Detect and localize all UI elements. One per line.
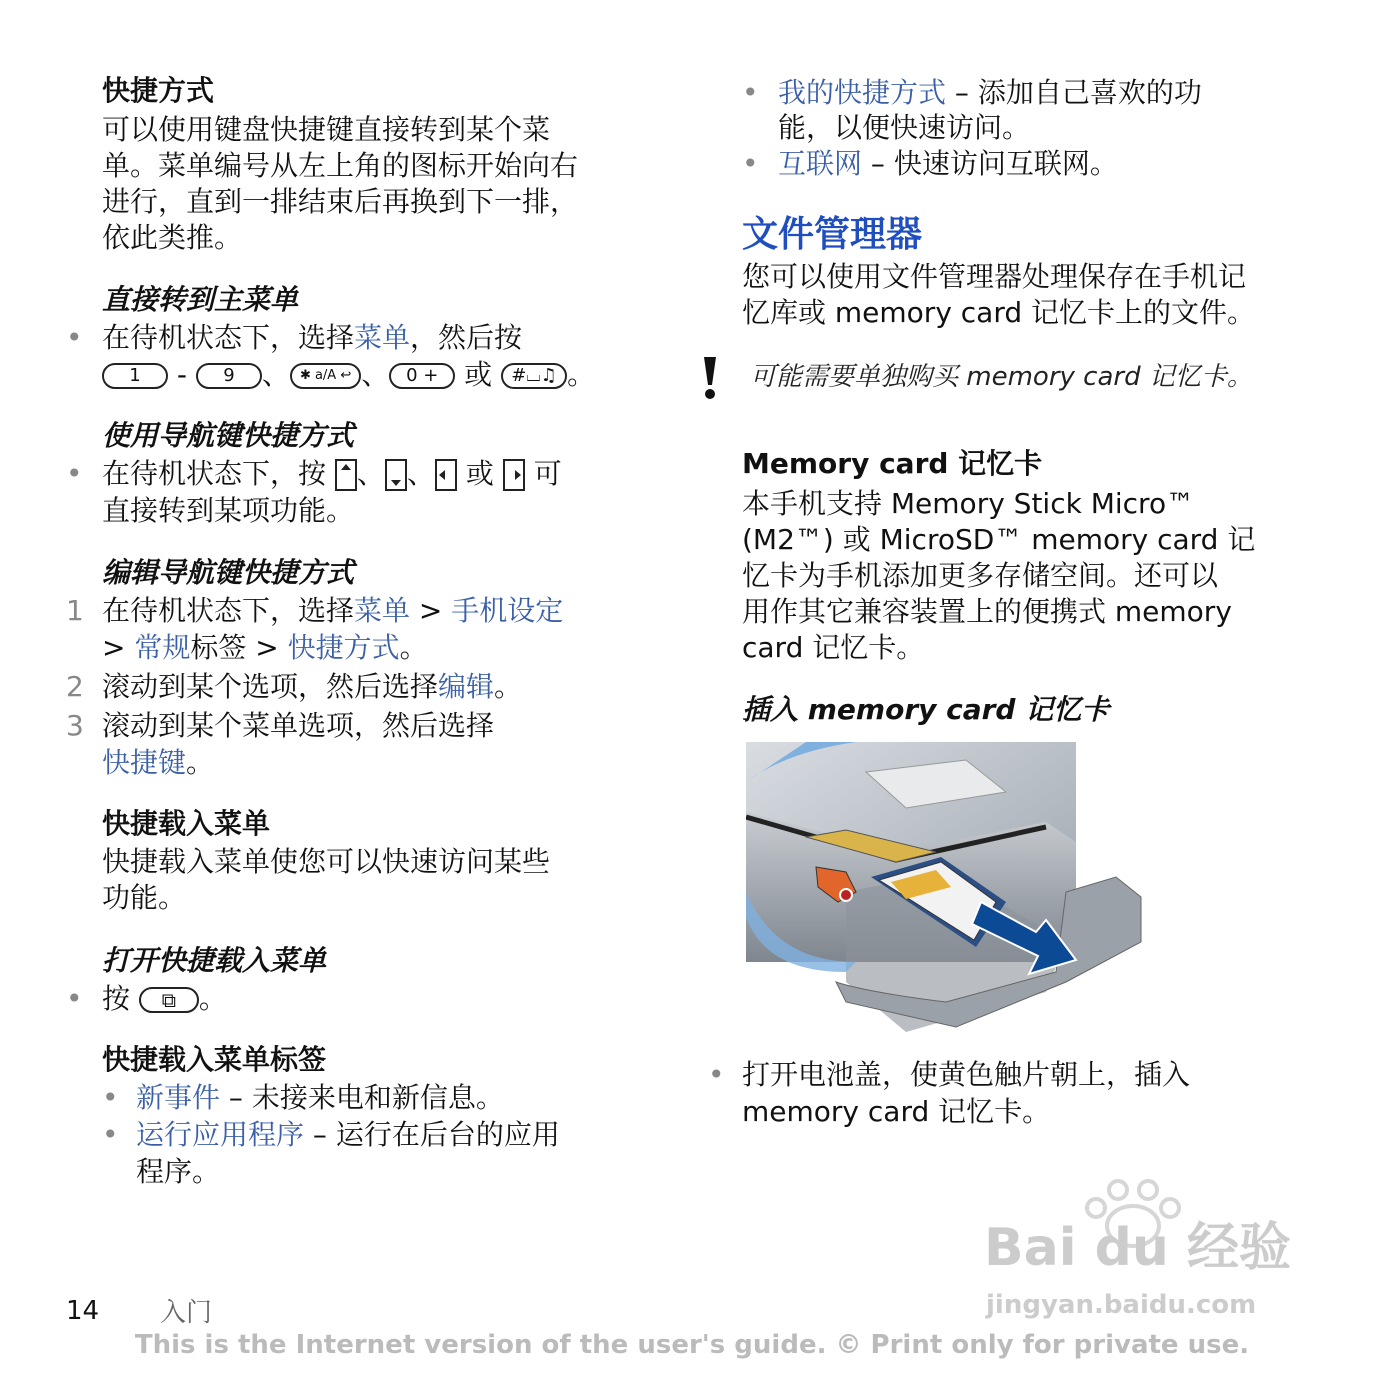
nav-shortcuts-line2: 直接转到某项功能。	[102, 494, 355, 527]
menu-link[interactable]: 菜单	[354, 594, 411, 627]
exclamation-icon	[702, 355, 718, 401]
phone-settings-link[interactable]: 手机设定	[451, 594, 564, 627]
edit-nav-step-2: 滚动到某个选项，然后选择编辑。	[102, 670, 523, 703]
quick-tab-running-apps: 运行应用程序 – 运行在后台的应用	[136, 1118, 560, 1151]
memory-card-insert-illustration	[746, 742, 1146, 1032]
bullet: •	[742, 76, 759, 109]
bullet: •	[708, 1058, 725, 1091]
menu-link[interactable]: 菜单	[354, 321, 411, 354]
general-link[interactable]: 常规	[134, 631, 191, 664]
memory-card-heading: Memory card 记忆卡	[742, 447, 1043, 480]
goto-main-step: 在待机状态下，选择菜单，然后按	[102, 321, 523, 354]
quick-menu-heading: 快捷载入菜单	[102, 807, 271, 840]
key-hash-icon: #⌴♫	[501, 363, 567, 389]
internet-link[interactable]: 互联网	[778, 147, 863, 180]
bullet: •	[66, 457, 83, 490]
insert-step-line2: memory card 记忆卡。	[742, 1095, 1051, 1128]
nav-down-icon	[385, 459, 407, 491]
section-name: 入门	[160, 1298, 213, 1328]
bullet: •	[66, 982, 83, 1015]
step-number: 3	[66, 709, 84, 742]
my-shortcuts-item: 我的快捷方式 – 添加自己喜欢的功	[778, 76, 1202, 109]
bullet: •	[66, 321, 83, 354]
key-1-icon: 1	[102, 363, 168, 389]
key-9-icon: 9	[196, 363, 262, 389]
running-apps-link[interactable]: 运行应用程序	[136, 1118, 305, 1151]
activity-key-icon: ⧉	[139, 987, 199, 1013]
disclaimer: This is the Internet version of the user's guide. © Print only for private use.	[134, 1330, 1250, 1360]
goto-main-heading: 直接转到主菜单	[102, 283, 299, 316]
step-number: 2	[66, 670, 84, 703]
shortcuts-link[interactable]: 快捷方式	[287, 631, 400, 664]
quick-menu-body: 快捷载入菜单使您可以快速访问某些 功能。	[102, 845, 551, 914]
baidu-watermark	[978, 1178, 1318, 1328]
bullet: •	[742, 147, 759, 180]
new-events-link[interactable]: 新事件	[136, 1081, 221, 1114]
insert-heading: 插入 memory card 记忆卡	[742, 693, 1110, 726]
my-shortcuts-link[interactable]: 我的快捷方式	[778, 76, 947, 109]
key-star-icon: ✱ a/A ↩	[290, 363, 361, 389]
open-quick-heading: 打开快捷载入菜单	[102, 944, 327, 977]
nav-right-icon	[503, 459, 525, 491]
watermark-url: jingyan.baidu.com	[986, 1290, 1257, 1320]
quick-tab-running-apps-line2: 程序。	[136, 1155, 221, 1188]
memory-card-body: 本手机支持 Memory Stick Micro™ (M2™) 或 MicroSD™ memory card 记 忆卡为手机添加更多存储空间。还可以 用作其它兼容装置上的便携式 memory card 记忆卡。	[742, 487, 1256, 664]
quick-tabs-heading: 快捷载入菜单标签	[102, 1043, 327, 1076]
file-manager-body: 您可以使用文件管理器处理保存在手机记 忆库或 memory card 记忆卡上的文件。	[742, 260, 1256, 329]
memory-card-note: 可能需要单独购买 memory card 记忆卡。	[750, 362, 1253, 392]
insert-step: 打开电池盖，使黄色触片朝上，插入	[742, 1058, 1191, 1091]
bullet: •	[102, 1118, 119, 1151]
goto-main-keys: 1 - 9 、 ✱ a/A ↩ 、 0 + 或 #⌴♫ 。	[102, 357, 595, 393]
nav-shortcuts-step: 在待机状态下，按 、 、 或 可	[102, 457, 562, 490]
edit-nav-step-3-line2: 快捷键。	[102, 746, 215, 779]
shortcuts-heading: 快捷方式	[102, 74, 215, 107]
edit-link[interactable]: 编辑	[438, 670, 495, 703]
key-0-icon: 0 +	[389, 363, 455, 389]
internet-item: 互联网 – 快速访问互联网。	[778, 147, 1118, 180]
edit-nav-step-3: 滚动到某个菜单选项，然后选择	[102, 709, 495, 742]
quick-tab-new-events: 新事件 – 未接来电和新信息。	[136, 1081, 504, 1114]
edit-nav-heading: 编辑导航键快捷方式	[102, 556, 355, 589]
file-manager-title: 文件管理器	[742, 214, 923, 255]
page-number: 14	[66, 1296, 100, 1326]
open-quick-step: 按 ⧉ 。	[102, 982, 227, 1015]
my-shortcuts-line2: 能，以便快速访问。	[778, 111, 1031, 144]
shortcuts-body: 可以使用键盘快捷键直接转到某个菜 单。菜单编号从左上角的图标开始向右 进行，直到一排结束后再换到下一排， 依此类推。	[102, 113, 579, 254]
nav-left-icon	[435, 459, 457, 491]
watermark-brand: Bai du 经验	[984, 1218, 1291, 1278]
edit-nav-step-1-line2: > 常规标签 > 快捷方式。	[102, 631, 428, 664]
nav-shortcuts-heading: 使用导航键快捷方式	[102, 419, 355, 452]
edit-nav-step-1: 在待机状态下，选择菜单 > 手机设定	[102, 594, 564, 627]
bullet: •	[102, 1081, 119, 1114]
nav-up-icon	[335, 459, 357, 491]
step-number: 1	[66, 594, 84, 627]
shortcut-key-link[interactable]: 快捷键	[102, 746, 187, 779]
